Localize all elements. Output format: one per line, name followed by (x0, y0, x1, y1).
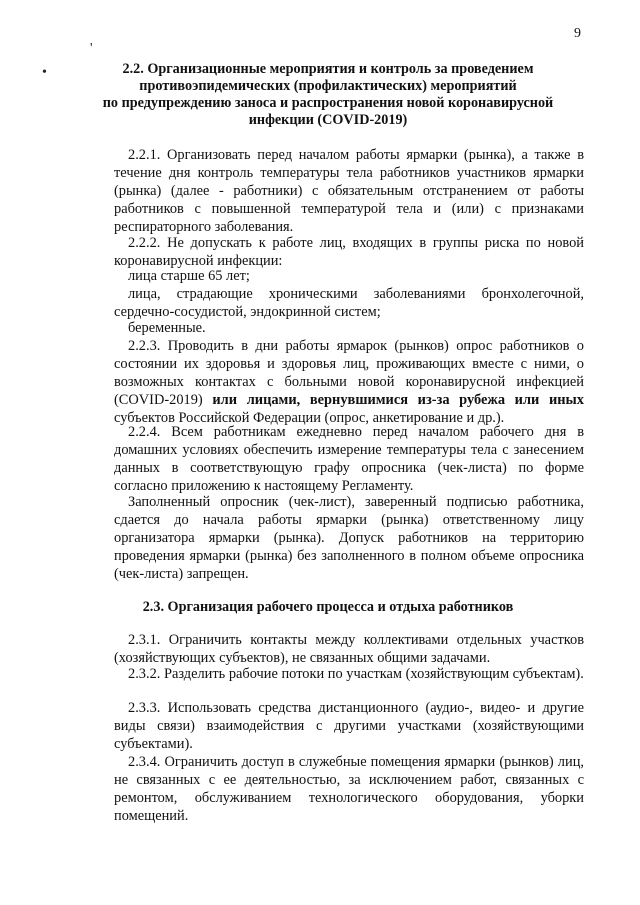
section-2-2-heading-line-3: по предупреждению заноса и распространения новой коронавирусной (102, 95, 554, 111)
section-2-2-heading-line-2: противоэпидемических (профилактических) мероприятий (139, 78, 517, 94)
risk-item-pregnant: беременные. (128, 320, 206, 336)
paragraph-2-2-3-emphasis: или лицами, вернувшимися из-за рубежа или иных (212, 392, 584, 408)
paragraph-2-2-1: 2.2.1. Организовать перед началом работы ярмарки (рынка), а также в течение дня контроль температуры тела работников участников ярмарки (рынка) (далее - работники) с обязательным отстранением от работы работников с повышенной температурой тела и (или) с признаками респираторного заболевания. (114, 147, 584, 235)
paragraph-2-2-3-text: 2.2.3. Проводить в дни работы ярмарок (рынков) опрос работников о состоянии их здоровья и здоровья лиц, проживающих вместе с ними, о возможных контактах с больными новой коронавирусной инфекцией (COVID-2019) (114, 338, 584, 408)
section-2-3-heading: 2.3. Организация рабочего процесса и отдыха работников (142, 599, 514, 615)
scan-tick-mark: ' (90, 41, 93, 56)
paragraph-2-2-3 (114, 337, 584, 427)
section-2-2-heading-line-1: 2.2. Организационные мероприятия и контроль за проведением (122, 61, 534, 77)
risk-item-chronic: лица, страдающие хроническими заболеваниями бронхолегочной, сердечно-сосудистой, эндокринной систем; (114, 286, 584, 320)
paragraph-2-2-2: 2.2.2. Не допускать к работе лиц, входящих в группы риска по новой коронавирусной инфекции: (114, 235, 584, 269)
paragraph-2-2-3-ending: субъектов Российской Федерации (опрос, анкетирование и др.). (114, 410, 505, 426)
section-2-2-heading-line-4: инфекции (COVID-2019) (248, 112, 408, 128)
scan-bullet-mark: • (42, 65, 47, 80)
risk-item-age: лица старше 65 лет; (128, 268, 250, 284)
paragraph-2-3-2: 2.3.2. Разделить рабочие потоки по участкам (хозяйствующим субъектам). (128, 666, 584, 682)
page-number: 9 (574, 26, 581, 41)
paragraph-2-3-4: 2.3.4. Ограничить доступ в служебные помещения ярмарки (рынков) лиц, не связанных с ее деятельностью, за исключением работ, связанных с ремонтом, обслуживанием технологического оборудования, уборки помещений. (114, 754, 584, 824)
paragraph-questionnaire: Заполненный опросник (чек-лист), заверенный подписью работника, сдается до начала работы ярмарки (рынка) ответственному лицу организатора ярмарки (рынка). Допуск работников на территорию проведения ярмарки (рынка) без заполненного в полном объеме опросника (чек-листа) запрещен. (114, 494, 584, 582)
paragraph-2-3-1: 2.3.1. Ограничить контакты между коллективами отдельных участков (хозяйствующих субъектов), не связанных общими задачами. (114, 632, 584, 666)
paragraph-2-2-4: 2.2.4. Всем работникам ежедневно перед началом рабочего дня в домашних условиях обеспечить измерение температуры тела с занесением данных в соответствующую графу опросника (чек-листа) по форме согласно приложению к настоящему Регламенту. (114, 424, 584, 494)
paragraph-2-3-3: 2.3.3. Использовать средства дистанционного (аудио-, видео- и другие виды связи) взаимодействия с другими участками (хозяйствующими субъектами). (114, 700, 584, 752)
